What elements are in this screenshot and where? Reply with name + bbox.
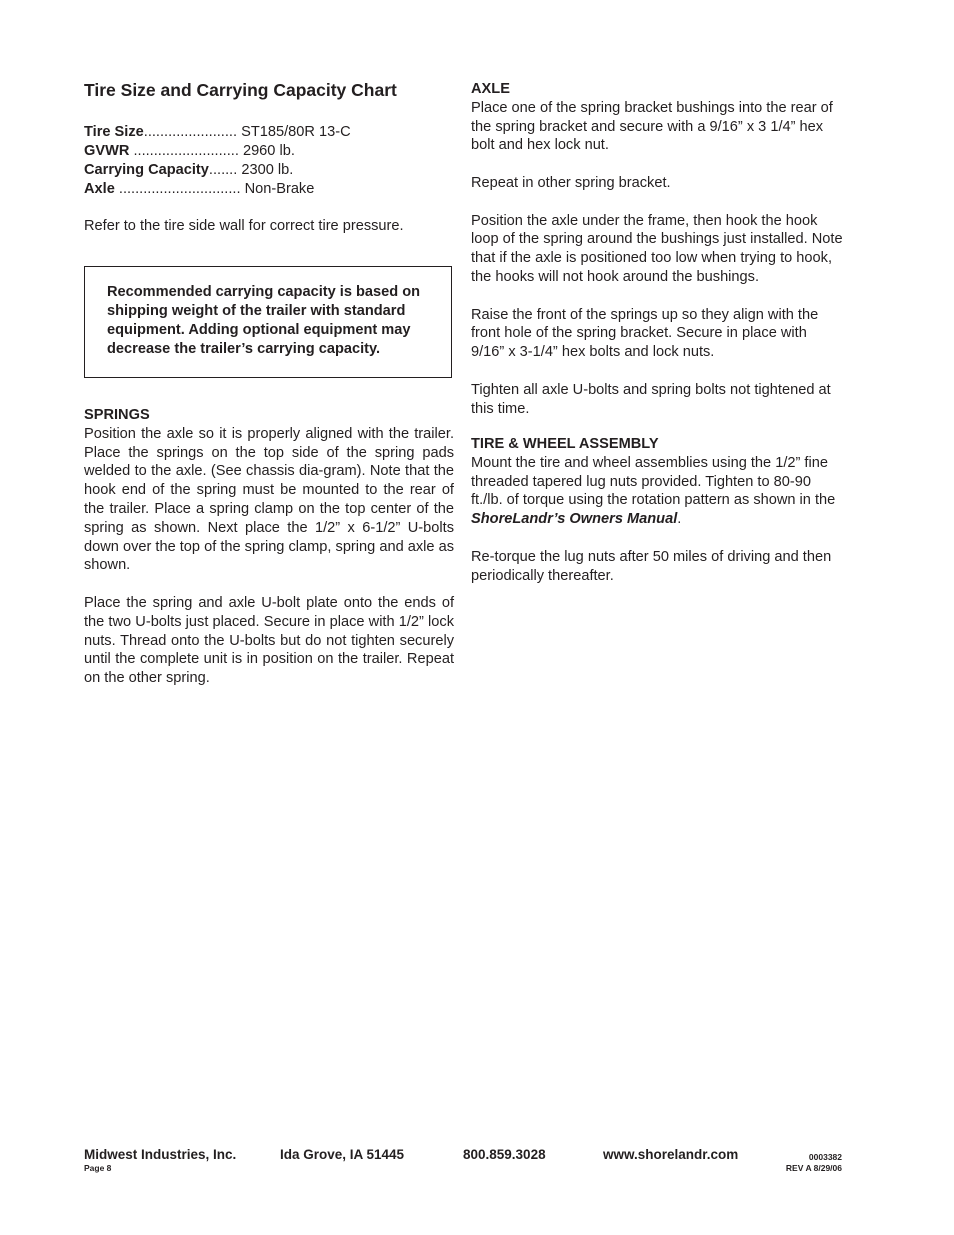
notice-box	[84, 266, 452, 378]
axle-paragraph-2: Repeat in other spring bracket.	[471, 174, 671, 191]
footer-location: Ida Grove, IA 51445	[280, 1147, 405, 1162]
spec-row-axle	[84, 180, 454, 199]
springs-paragraph-2: Place the spring and axle U-bolt plate onto the ends of the two U-bolts just placed. Secure in place with 1/2” lock nuts. Thread onto the U-bolts but do not tighten securely until the complete unit is in position on the trailer. Repeat on the other spring.	[84, 594, 454, 687]
tire-wheel-text: Mount the tire and wheel assemblies using the 1/2” fine threaded tapered lug nuts provided. Tighten to 80-90 ft./lb. of torque using the rotation pattern as shown in the	[471, 454, 836, 509]
footer-page-number: Page 8	[84, 1163, 112, 1173]
axle-paragraph-1: Place one of the spring bracket bushings into the rear of the spring bracket and secure with a 9/16” x 3 1/4” hex bolt and hex lock nut.	[471, 99, 833, 154]
spec-row-gvwr	[84, 142, 454, 161]
tire-pressure-note: Refer to the tire side wall for correct tire pressure.	[84, 218, 404, 234]
spec-leader: ..............................	[118, 181, 241, 197]
spec-label: Tire Size	[84, 124, 144, 140]
tire-wheel-section	[471, 435, 843, 585]
axle-paragraph-3: Position the axle under the frame, then hook the hook loop of the spring around the bushings just installed. Note that if the axle is positioned too low when trying to hook, the hooks will not hook around the bushings.	[471, 212, 843, 285]
footer-phone: 800.859.3028	[463, 1147, 546, 1162]
footer-website: www.shorelandr.com	[603, 1147, 739, 1162]
spec-label: GVWR	[84, 143, 130, 159]
spec-value: 2300 lb.	[241, 162, 294, 178]
springs-paragraph-1: Position the axle so it is properly aligned with the trailer. Place the springs on the top side of the spring pads welded to the axle. (See chassis dia-gram). Note that the hook end of the spring must be mounted to the rear of the trailer. Place a spring clamp on the top center of the spring as shown. Next place the 1/2” x 6-1/2” U-bolts down over the top of the spring clamp, spring and axle as shown.	[84, 425, 454, 574]
springs-heading: SPRINGS	[84, 407, 150, 423]
owners-manual-reference: ShoreLandr’s Owners Manual	[471, 511, 678, 528]
axle-section	[471, 80, 843, 418]
footer-revision: REV A 8/29/06	[785, 1163, 842, 1173]
spec-row-tire-size	[84, 123, 454, 142]
spec-label: Axle	[84, 181, 115, 197]
notice-text: Recommended carrying capacity is based on shipping weight of the trailer with standard equipment. Adding optional equipment may decrease the trailer’s carrying capacity.	[107, 284, 421, 357]
spec-leader: .......	[208, 162, 238, 178]
tire-wheel-paragraph-2: Re-torque the lug nuts after 50 miles of driving and then periodically thereafter.	[471, 548, 832, 584]
spec-value: Non-Brake	[244, 181, 315, 197]
spec-leader: .......................	[143, 124, 238, 140]
tire-wheel-paragraph-1	[471, 454, 843, 529]
tire-wheel-text-end: .	[677, 511, 682, 528]
spec-row-carrying-capacity	[84, 161, 454, 180]
footer-company: Midwest Industries, Inc.	[84, 1147, 237, 1162]
spec-value: ST185/80R 13-C	[241, 124, 351, 140]
axle-paragraph-4: Raise the front of the springs up so they align with the front hole of the spring bracket. Secure in place with 9/16” x 3-1/4” hex bolts and lock nuts.	[471, 306, 819, 361]
tire-wheel-heading: TIRE & WHEEL ASSEMBLY	[471, 436, 659, 452]
chart-title: Tire Size and Carrying Capacity Chart	[84, 80, 397, 100]
footer-doc-number: 0003382	[808, 1152, 842, 1162]
spec-value: 2960 lb.	[242, 143, 295, 159]
spec-leader: ..........................	[133, 143, 239, 159]
spec-label: Carrying Capacity	[84, 162, 209, 178]
axle-heading: AXLE	[471, 81, 510, 97]
springs-section	[84, 406, 454, 688]
axle-paragraph-5: Tighten all axle U-bolts and spring bolts not tightened at this time.	[471, 381, 831, 417]
